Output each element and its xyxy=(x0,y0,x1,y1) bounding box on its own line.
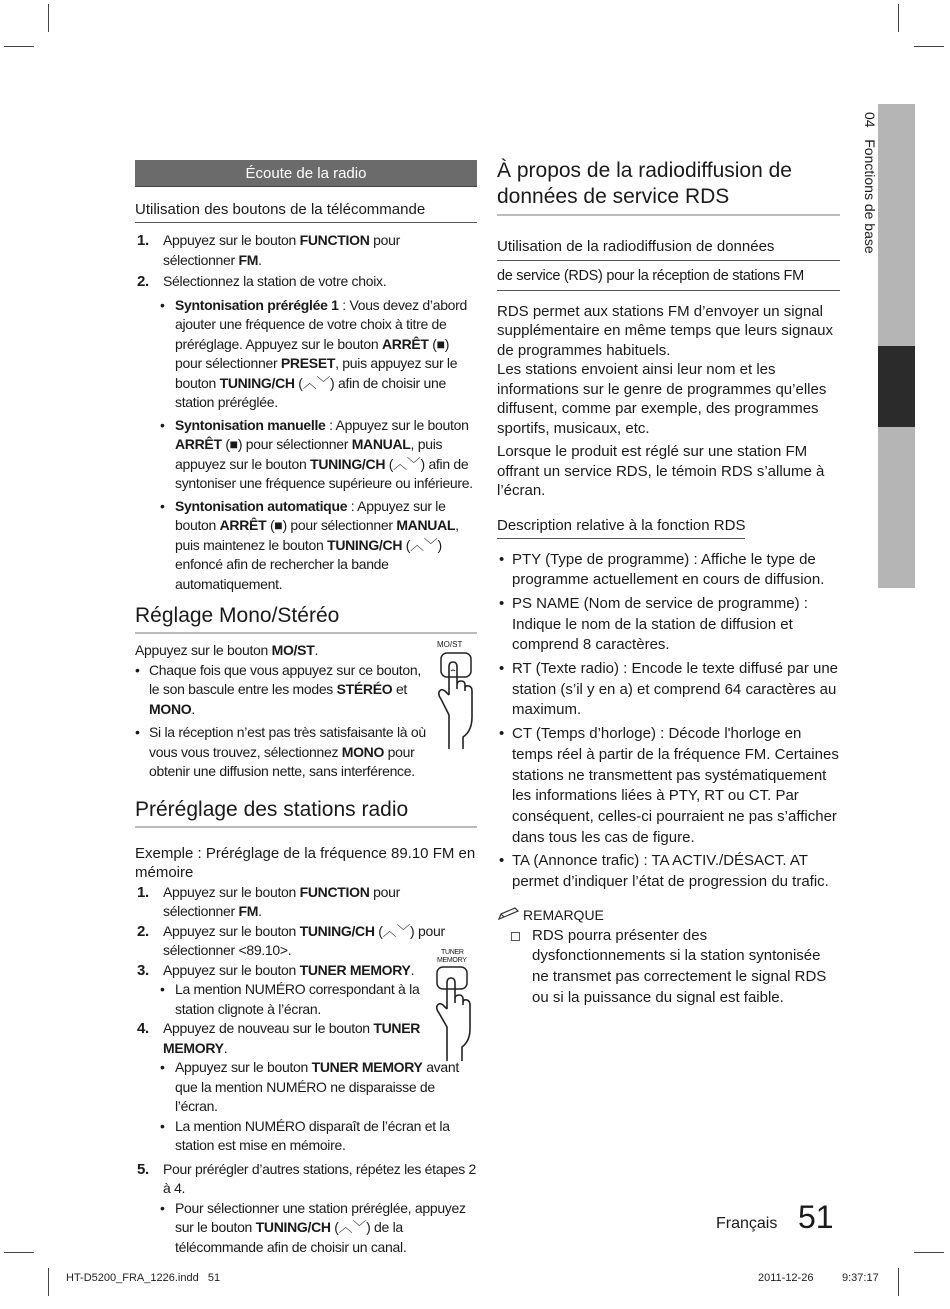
list-item: • Syntonisation préréglée 1 : Vous devez d’abord ajouter une fréquence de votre choix à titre de préréglage. Appuyez sur le bouton ARRÊT (■) pour sélectionner PRESET, puis appuyez sur le bouton TUNING/CH (︿﹀) afin de choisir une station préréglée. xyxy=(160,296,468,410)
list-item: • Syntonisation manuelle : Appuyez sur le bouton ARRÊT (■) pour sélectionner MANUAL, puis appuyez sur le bouton TUNING/CH (︿﹀) afin de syntoniser une fréquence supérieure ou inférieure. xyxy=(160,416,473,491)
crop-mark xyxy=(48,4,49,32)
rds-description-heading: Description relative à la fonction RDS xyxy=(497,517,745,539)
tuner-label: TUNER xyxy=(441,948,464,956)
rds-items xyxy=(497,550,840,893)
preset-example: Exemple : Préréglage de la fréquence 89.10 FM en mémoire xyxy=(135,844,476,881)
preset-steps xyxy=(135,883,477,1258)
print-time: 9:37:17 xyxy=(842,1272,879,1284)
rds-para-2: Les stations envoient ainsi leur nom et les informations sur le genre de programmes qu’elles diffusent, comme par exemple, des programmes sportifs, musicaux, etc. xyxy=(497,361,827,437)
list-item: • La mention NUMÉRO correspondant à la station clignote à l’écran. xyxy=(160,981,420,1017)
step-1: 1. Appuyez sur le bouton FUNCTION pour sélectionner FM. xyxy=(137,883,400,919)
crop-mark xyxy=(4,46,34,47)
tuner-memory-hand-icon xyxy=(435,949,479,1049)
list-item: • TA (Annonce trafic) : TA ACTIV./DÉSACT. AT permet d’indiquer l’état de progression du trafic. xyxy=(499,852,829,891)
mono-intro: Appuyez sur le bouton MO/ST. xyxy=(135,642,319,658)
list-item: • Pour sélectionner une station préréglée, appuyez sur le bouton TUNING/CH (︿﹀) de la télécommande afin de choisir un canal. xyxy=(160,1199,466,1255)
crop-mark xyxy=(914,1252,944,1253)
list-item: • Syntonisation automatique : Appuyez sur le bouton ARRÊT (■) pour sélectionner MANUAL, puis maintenez le bouton TUNING/CH (︿﹀) enfoncé afin de rechercher la bande automatiquement. xyxy=(160,497,459,592)
chapter-number: 04 xyxy=(862,112,878,128)
crop-mark xyxy=(898,4,899,32)
step-1: 1. Appuyez sur le bouton FUNCTION pour sélectionner FM. xyxy=(137,232,400,268)
step-4: 4. Appuyez de nouveau sur le bouton TUNER MEMORY. xyxy=(137,1020,421,1056)
footer-language: Français xyxy=(716,1215,778,1232)
step-5: 5. Pour prérégler d’autres stations, répétez les étapes 2 à 4. xyxy=(137,1160,476,1196)
rds-para-1: RDS permet aux stations FM d’envoyer un signal supplémentaire en même temps que leurs signaux de programmes habituels. xyxy=(497,302,834,359)
crop-mark xyxy=(4,1252,34,1253)
step-2: 2. Appuyez sur le bouton TUNING/CH (︿﹀) pour sélectionner <89.10>. xyxy=(137,922,445,958)
print-date: 2011-12-26 xyxy=(758,1272,814,1284)
left-column xyxy=(135,160,477,1257)
preset-heading: Préréglage des stations radio xyxy=(135,798,477,828)
side-tab-marker xyxy=(878,346,915,427)
list-item: • Si la réception n’est pas très satisfaisante là où vous vous trouvez, sélectionnez MONO pour obtenir une diffusion nette, sans interférence. xyxy=(135,724,426,779)
step-2: 2. Sélectionnez la station de votre choix. xyxy=(137,273,387,290)
right-column xyxy=(497,158,840,1009)
step-3: 3. Appuyez sur le bouton TUNER MEMORY. xyxy=(137,961,415,979)
note-title: REMARQUE xyxy=(523,907,604,924)
rds-title: À propos de la radiodiffusion de données de service RDS xyxy=(497,158,840,216)
page-number: 51 xyxy=(798,1199,834,1235)
list-item: • Chaque fois que vous appuyez sur ce bouton, le son bascule entre les modes STÉRÉO et MONO. xyxy=(135,661,421,717)
list-item: • La mention NUMÉRO disparaît de l’écran et la station est mise en mémoire. xyxy=(160,1117,450,1153)
list-item: • PS NAME (Nom de service de programme) : Indique le nom de la station de diffusion et comprend 8 caractères. xyxy=(499,594,808,654)
mo-st-hand-icon xyxy=(435,641,479,751)
file-info: HT-D5200_FRA_1226.indd 51 xyxy=(66,1272,221,1284)
list-item: • RT (Texte radio) : Encode le texte diffusé par une station (s’il y en a) et comprend 64 caractères au maximum. xyxy=(499,660,839,719)
list-item: • CT (Temps d’horloge) : Décode l'horloge en temps réel à partir de la fréquence FM. Certaines stations ne transmettent pas systématiquement les informations liées à PTY, RT ou CT. Par conséquent, celles-ci pourraient ne pas s’afficher dans tous les cas de figure. xyxy=(499,725,839,846)
mo-st-label: MO/ST xyxy=(437,640,463,649)
rds-para-3: Lorsque le produit est réglé sur une station FM offrant un service RDS, le témoin RDS s’allume à l’écran. xyxy=(497,443,825,499)
crop-mark xyxy=(914,46,944,47)
note-header xyxy=(497,907,840,924)
mono-heading: Réglage Mono/Stéréo xyxy=(135,604,477,634)
remote-steps xyxy=(135,231,477,594)
chapter-title: Fonctions de base xyxy=(862,139,878,254)
radio-section-bar: Écoute de la radio xyxy=(135,160,477,187)
remote-heading: Utilisation des boutons de la télécommande xyxy=(135,187,477,223)
crop-mark xyxy=(48,1268,49,1296)
crop-mark xyxy=(898,1268,899,1296)
rds-usage-heading: Utilisation de la radiodiffusion de données de service (RDS) pour la réception de stations FM xyxy=(497,238,840,291)
memory-label: MEMORY xyxy=(437,956,467,964)
mono-section xyxy=(135,641,477,782)
list-item: • PTY (Type de programme) : Affiche le type de programme actuellement en cours de diffusion. xyxy=(499,550,825,589)
list-item: • Appuyez sur le bouton TUNER MEMORY avant que la mention NUMÉRO ne disparaisse de l’écran. xyxy=(160,1059,459,1114)
square-bullet-icon xyxy=(511,932,520,941)
note-item: RDS pourra présenter des dysfonctionnements si la station syntonisée ne transmet pas correctement le signal RDS ou si la puissance du signal est faible. xyxy=(497,926,840,1009)
pencil-icon xyxy=(497,907,523,924)
side-chapter-label xyxy=(852,104,878,342)
